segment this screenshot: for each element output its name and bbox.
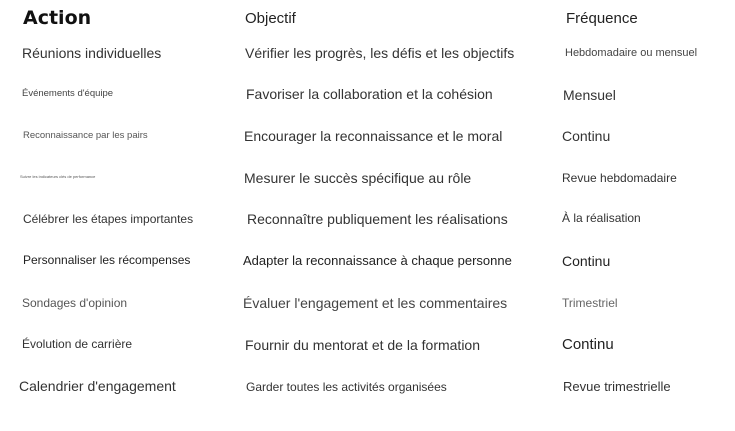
objectif-cell: Encourager la reconnaissance et le moral xyxy=(244,128,503,144)
frequence-cell: Mensuel xyxy=(563,87,616,103)
objectif-cell: Vérifier les progrès, les défis et les objectifs xyxy=(245,45,515,61)
action-cell: Suivre les indicateurs clés de performance xyxy=(20,174,96,179)
objectif-cell: Reconnaître publiquement les réalisations xyxy=(247,211,508,227)
objectif-cell: Favoriser la collaboration et la cohésion xyxy=(246,86,493,102)
frequence-cell: Revue hebdomadaire xyxy=(562,171,677,185)
frequence-cell: Continu xyxy=(562,128,611,144)
column-header-action: Action xyxy=(23,7,92,29)
action-cell: Calendrier d'engagement xyxy=(19,378,176,394)
frequence-cell: Hebdomadaire ou mensuel xyxy=(565,47,698,59)
action-cell: Personnaliser les récompenses xyxy=(23,253,191,267)
objectif-cell: Adapter la reconnaissance à chaque personne xyxy=(243,253,512,268)
column-header-frequence: Fréquence xyxy=(566,10,638,27)
frequence-cell: Continu xyxy=(562,336,614,353)
frequence-cell: Trimestriel xyxy=(562,296,618,310)
objectif-cell: Mesurer le succès spécifique au rôle xyxy=(244,170,472,186)
column-header-objectif: Objectif xyxy=(245,10,296,27)
action-cell: Événements d'équipe xyxy=(22,88,114,99)
frequence-cell: À la réalisation xyxy=(562,211,641,225)
frequence-cell: Revue trimestrielle xyxy=(563,379,671,394)
objectif-cell: Évaluer l'engagement et les commentaires xyxy=(243,295,508,311)
action-cell: Célébrer les étapes importantes xyxy=(23,212,194,226)
objectif-cell: Fournir du mentorat et de la formation xyxy=(245,337,481,353)
action-cell: Évolution de carrière xyxy=(22,337,133,351)
objectif-cell: Garder toutes les activités organisées xyxy=(246,380,447,394)
action-cell: Reconnaissance par les pairs xyxy=(23,130,148,141)
action-cell: Sondages d'opinion xyxy=(22,296,128,310)
action-cell: Réunions individuelles xyxy=(22,45,162,61)
frequence-cell: Continu xyxy=(562,253,611,269)
